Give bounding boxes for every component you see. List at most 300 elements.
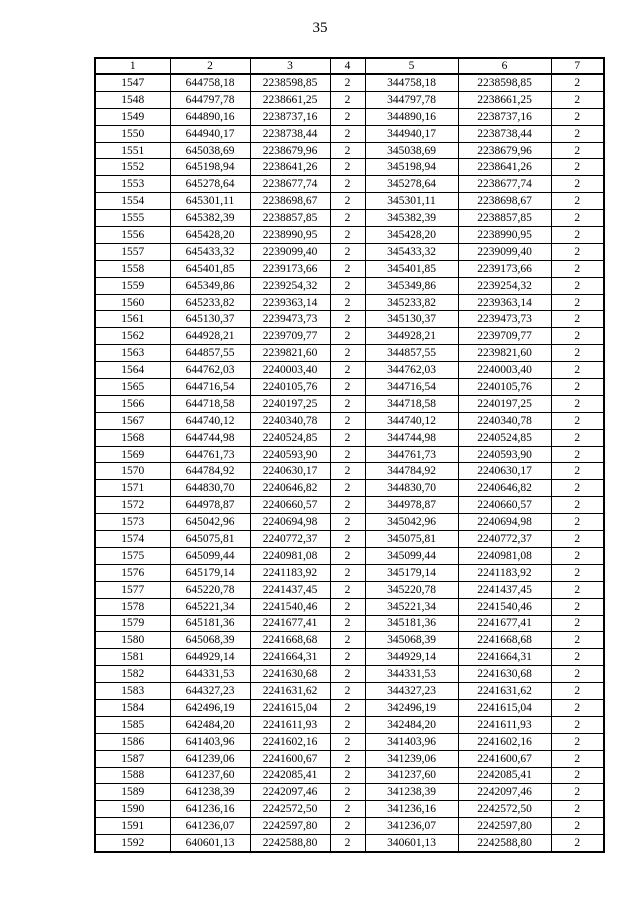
- table-cell: 645433,32: [170, 243, 250, 260]
- table-row: [95, 108, 604, 125]
- table-row: [95, 227, 604, 244]
- table-cell: 2241615,04: [458, 699, 551, 716]
- table-cell: 2: [330, 74, 365, 91]
- table-cell: 2240660,57: [458, 497, 551, 514]
- table-cell: 345042,96: [365, 514, 458, 531]
- table-cell: 2: [330, 733, 365, 750]
- table-row: [95, 767, 604, 784]
- table-row: [95, 716, 604, 733]
- table-cell: 2: [330, 311, 365, 328]
- table-cell: 2: [551, 159, 604, 176]
- table-cell: 2240105,76: [458, 379, 551, 396]
- table-cell: 2240981,08: [458, 547, 551, 564]
- table-cell: 645382,39: [170, 210, 250, 227]
- table-cell: 2239363,14: [458, 294, 551, 311]
- table-cell: 1554: [95, 193, 170, 210]
- table-cell: 645181,36: [170, 615, 250, 632]
- table-cell: 2238679,96: [458, 142, 551, 159]
- table-cell: 342496,19: [365, 699, 458, 716]
- table-row: [95, 497, 604, 514]
- table-cell: 344940,17: [365, 125, 458, 142]
- table-cell: 2238698,67: [458, 193, 551, 210]
- table-cell: 2: [551, 666, 604, 683]
- table-cell: 2238857,85: [458, 210, 551, 227]
- table-cell: 1582: [95, 666, 170, 683]
- table-cell: 2240646,82: [250, 480, 330, 497]
- table-cell: 2241600,67: [250, 750, 330, 767]
- table-cell: 2241664,31: [458, 649, 551, 666]
- table-cell: 2: [551, 429, 604, 446]
- table-cell: 644758,18: [170, 74, 250, 91]
- table-cell: 2238857,85: [250, 210, 330, 227]
- table-cell: 2240660,57: [250, 497, 330, 514]
- table-cell: 1573: [95, 514, 170, 531]
- table-cell: 344890,16: [365, 108, 458, 125]
- table-cell: 2: [551, 531, 604, 548]
- table-cell: 645130,37: [170, 311, 250, 328]
- table-cell: 644784,92: [170, 463, 250, 480]
- table-cell: 344929,14: [365, 649, 458, 666]
- table-cell: 1577: [95, 581, 170, 598]
- table-cell: 2238661,25: [458, 91, 551, 108]
- column-header: 3: [250, 58, 330, 74]
- table-row: [95, 260, 604, 277]
- table-cell: 345278,64: [365, 176, 458, 193]
- table-cell: 344718,58: [365, 395, 458, 412]
- table-cell: 2239173,66: [458, 260, 551, 277]
- table-cell: 1578: [95, 598, 170, 615]
- table-cell: 2241437,45: [250, 581, 330, 598]
- table-cell: 345382,39: [365, 210, 458, 227]
- table-cell: 2238738,44: [458, 125, 551, 142]
- table-cell: 1563: [95, 345, 170, 362]
- table-cell: 2: [551, 193, 604, 210]
- table-cell: 2: [330, 395, 365, 412]
- table-cell: 2238698,67: [250, 193, 330, 210]
- table-row: [95, 243, 604, 260]
- table-cell: 1588: [95, 767, 170, 784]
- table-cell: 2241664,31: [250, 649, 330, 666]
- table-cell: 2: [551, 91, 604, 108]
- table-cell: 2: [330, 446, 365, 463]
- table-cell: 2238737,16: [250, 108, 330, 125]
- table-cell: 2: [330, 514, 365, 531]
- table-cell: 344830,70: [365, 480, 458, 497]
- table-row: [95, 362, 604, 379]
- table-cell: 341239,06: [365, 750, 458, 767]
- coordinates-table: [94, 57, 605, 853]
- table-cell: 1590: [95, 801, 170, 818]
- table-cell: 2: [330, 176, 365, 193]
- table-cell: 2: [551, 598, 604, 615]
- table-row: [95, 311, 604, 328]
- table-cell: 2240593,90: [458, 446, 551, 463]
- table-row: [95, 531, 604, 548]
- table-cell: 2240340,78: [458, 412, 551, 429]
- table-row: [95, 328, 604, 345]
- table-cell: 1585: [95, 716, 170, 733]
- table-cell: 2: [551, 733, 604, 750]
- table-row: [95, 159, 604, 176]
- table-cell: 2241183,92: [458, 564, 551, 581]
- table-cell: 2240524,85: [250, 429, 330, 446]
- table-cell: 2239099,40: [250, 243, 330, 260]
- table-cell: 2: [551, 683, 604, 700]
- header-row: [95, 58, 604, 74]
- table-cell: 2239254,32: [458, 277, 551, 294]
- table-row: [95, 480, 604, 497]
- table-cell: 2: [551, 311, 604, 328]
- table-cell: 2: [551, 547, 604, 564]
- table-cell: 644830,70: [170, 480, 250, 497]
- table-cell: 344928,21: [365, 328, 458, 345]
- table-cell: 2: [330, 666, 365, 683]
- table-cell: 2238598,85: [458, 74, 551, 91]
- column-header: 2: [170, 58, 250, 74]
- table-row: [95, 412, 604, 429]
- table-cell: 1579: [95, 615, 170, 632]
- table-cell: 1568: [95, 429, 170, 446]
- table-cell: 1556: [95, 227, 170, 244]
- table-cell: 344978,87: [365, 497, 458, 514]
- table-cell: 1550: [95, 125, 170, 142]
- table-cell: 644744,98: [170, 429, 250, 446]
- table-row: [95, 615, 604, 632]
- table-cell: 1561: [95, 311, 170, 328]
- table-row: [95, 581, 604, 598]
- table-cell: 345068,39: [365, 632, 458, 649]
- table-cell: 2: [551, 260, 604, 277]
- table-cell: 2: [551, 345, 604, 362]
- table-cell: 2242085,41: [458, 767, 551, 784]
- table-cell: 2: [330, 801, 365, 818]
- table-row: [95, 699, 604, 716]
- table-cell: 2238990,95: [250, 227, 330, 244]
- table-cell: 2238641,26: [458, 159, 551, 176]
- table-cell: 1584: [95, 699, 170, 716]
- table-cell: 2239821,60: [250, 345, 330, 362]
- table-cell: 2240003,40: [458, 362, 551, 379]
- table-cell: 642484,20: [170, 716, 250, 733]
- table-cell: 2: [551, 784, 604, 801]
- table-cell: 345198,94: [365, 159, 458, 176]
- table-cell: 2: [551, 227, 604, 244]
- table-cell: 1555: [95, 210, 170, 227]
- table-cell: 2: [330, 649, 365, 666]
- table-cell: 345433,32: [365, 243, 458, 260]
- table-cell: 644929,14: [170, 649, 250, 666]
- table-cell: 2: [551, 142, 604, 159]
- table-cell: 2239821,60: [458, 345, 551, 362]
- table-cell: 345038,69: [365, 142, 458, 159]
- table-cell: 2: [330, 260, 365, 277]
- table-cell: 2241668,68: [250, 632, 330, 649]
- table-cell: 2238677,74: [250, 176, 330, 193]
- table-cell: 2240630,17: [458, 463, 551, 480]
- table-cell: 644762,03: [170, 362, 250, 379]
- column-header: 6: [458, 58, 551, 74]
- table-cell: 2: [330, 328, 365, 345]
- table-cell: 2239173,66: [250, 260, 330, 277]
- table-row: [95, 683, 604, 700]
- table-cell: 2241437,45: [458, 581, 551, 598]
- table-row: [95, 564, 604, 581]
- table-cell: 2: [551, 446, 604, 463]
- table-cell: 2: [551, 818, 604, 835]
- page-number: 35: [312, 20, 328, 36]
- table-cell: 2: [330, 277, 365, 294]
- table-cell: 645220,78: [170, 581, 250, 598]
- table-row: [95, 632, 604, 649]
- table-cell: 2240694,98: [458, 514, 551, 531]
- table-cell: 1558: [95, 260, 170, 277]
- table-cell: 345075,81: [365, 531, 458, 548]
- table-cell: 2: [551, 328, 604, 345]
- table-cell: 2241630,68: [458, 666, 551, 683]
- table-cell: 2: [551, 480, 604, 497]
- table-cell: 2240197,25: [458, 395, 551, 412]
- table-cell: 641239,06: [170, 750, 250, 767]
- table-cell: 2: [551, 615, 604, 632]
- table-cell: 2: [551, 277, 604, 294]
- table-row: [95, 91, 604, 108]
- table-cell: 341238,39: [365, 784, 458, 801]
- table-cell: 1587: [95, 750, 170, 767]
- table-cell: 2: [330, 480, 365, 497]
- column-header: 1: [95, 58, 170, 74]
- table-cell: 2239254,32: [250, 277, 330, 294]
- table-cell: 2240524,85: [458, 429, 551, 446]
- table-cell: 2238641,26: [250, 159, 330, 176]
- table-cell: 2239709,77: [458, 328, 551, 345]
- table-cell: 2240105,76: [250, 379, 330, 396]
- table-cell: 345301,11: [365, 193, 458, 210]
- table-cell: 1562: [95, 328, 170, 345]
- table-cell: 345179,14: [365, 564, 458, 581]
- table-cell: 1592: [95, 835, 170, 852]
- table-body: [95, 74, 604, 852]
- table-cell: 2241611,93: [458, 716, 551, 733]
- table-cell: 2: [330, 564, 365, 581]
- table-cell: 2: [551, 379, 604, 396]
- table-cell: 2242588,80: [458, 835, 551, 852]
- table-cell: 2240197,25: [250, 395, 330, 412]
- table-cell: 2239099,40: [458, 243, 551, 260]
- table-cell: 344762,03: [365, 362, 458, 379]
- table-cell: 1569: [95, 446, 170, 463]
- table-row: [95, 784, 604, 801]
- table-cell: 2: [551, 835, 604, 852]
- table-cell: 1564: [95, 362, 170, 379]
- table-cell: 344758,18: [365, 74, 458, 91]
- table-cell: 2: [330, 142, 365, 159]
- table-cell: 340601,13: [365, 835, 458, 852]
- table-cell: 2238679,96: [250, 142, 330, 159]
- table-cell: 2: [551, 74, 604, 91]
- table-cell: 2242572,50: [458, 801, 551, 818]
- table-cell: 644331,53: [170, 666, 250, 683]
- table-row: [95, 598, 604, 615]
- table-cell: 1574: [95, 531, 170, 548]
- column-header: 4: [330, 58, 365, 74]
- table-cell: 645278,64: [170, 176, 250, 193]
- table-cell: 641236,07: [170, 818, 250, 835]
- table-cell: 2: [551, 176, 604, 193]
- table-cell: 640601,13: [170, 835, 250, 852]
- column-header: 5: [365, 58, 458, 74]
- table-cell: 2: [330, 345, 365, 362]
- table-cell: 1589: [95, 784, 170, 801]
- table-cell: 2: [551, 395, 604, 412]
- table-cell: 644857,55: [170, 345, 250, 362]
- table-cell: 645075,81: [170, 531, 250, 548]
- table-row: [95, 176, 604, 193]
- table-row: [95, 294, 604, 311]
- table-cell: 2239473,73: [250, 311, 330, 328]
- table-cell: 2241540,46: [250, 598, 330, 615]
- table-cell: 644740,12: [170, 412, 250, 429]
- table-cell: 642496,19: [170, 699, 250, 716]
- table-cell: 344797,78: [365, 91, 458, 108]
- table-cell: 2: [330, 547, 365, 564]
- table-cell: 2241677,41: [250, 615, 330, 632]
- table-cell: 645233,82: [170, 294, 250, 311]
- table-cell: 2: [551, 801, 604, 818]
- table-cell: 2241602,16: [250, 733, 330, 750]
- table-cell: 2238598,85: [250, 74, 330, 91]
- table-cell: 2: [330, 362, 365, 379]
- table-cell: 2: [330, 767, 365, 784]
- table-cell: 645301,11: [170, 193, 250, 210]
- table-cell: 2238661,25: [250, 91, 330, 108]
- table-cell: 1570: [95, 463, 170, 480]
- table-cell: 345221,34: [365, 598, 458, 615]
- table-row: [95, 193, 604, 210]
- table-cell: 645221,34: [170, 598, 250, 615]
- table-cell: 641403,96: [170, 733, 250, 750]
- table-cell: 2242572,50: [250, 801, 330, 818]
- table-cell: 1553: [95, 176, 170, 193]
- table-cell: 2: [551, 514, 604, 531]
- table-row: [95, 514, 604, 531]
- table-cell: 2: [551, 564, 604, 581]
- table-cell: 2: [330, 818, 365, 835]
- table-cell: 2241677,41: [458, 615, 551, 632]
- table-cell: 2241611,93: [250, 716, 330, 733]
- table-cell: 1566: [95, 395, 170, 412]
- table-row: [95, 74, 604, 91]
- table-cell: 1583: [95, 683, 170, 700]
- table-cell: 2240593,90: [250, 446, 330, 463]
- table-row: [95, 446, 604, 463]
- table-cell: 644940,17: [170, 125, 250, 142]
- table-cell: 1551: [95, 142, 170, 159]
- table-cell: 2238738,44: [250, 125, 330, 142]
- table-cell: 345349,86: [365, 277, 458, 294]
- table-cell: 641236,16: [170, 801, 250, 818]
- table-cell: 2239473,73: [458, 311, 551, 328]
- table-cell: 1591: [95, 818, 170, 835]
- table-cell: 2: [330, 632, 365, 649]
- table-cell: 2: [330, 683, 365, 700]
- table-row: [95, 666, 604, 683]
- table-cell: 1559: [95, 277, 170, 294]
- table-cell: 644978,87: [170, 497, 250, 514]
- table-cell: 344331,53: [365, 666, 458, 683]
- table-cell: 2: [330, 159, 365, 176]
- table-cell: 2240003,40: [250, 362, 330, 379]
- table-cell: 2242588,80: [250, 835, 330, 852]
- table-cell: 2: [330, 581, 365, 598]
- table-row: [95, 835, 604, 852]
- table-cell: 2239363,14: [250, 294, 330, 311]
- table-cell: 644890,16: [170, 108, 250, 125]
- table-cell: 2: [330, 784, 365, 801]
- table-cell: 2241668,68: [458, 632, 551, 649]
- table-row: [95, 463, 604, 480]
- table-cell: 644716,54: [170, 379, 250, 396]
- table-cell: 344740,12: [365, 412, 458, 429]
- table-cell: 344857,55: [365, 345, 458, 362]
- table-cell: 2: [551, 750, 604, 767]
- table-cell: 345233,82: [365, 294, 458, 311]
- table-row: [95, 733, 604, 750]
- table-cell: 1549: [95, 108, 170, 125]
- table-row: [95, 125, 604, 142]
- table-cell: 345130,37: [365, 311, 458, 328]
- table-cell: 2: [330, 210, 365, 227]
- table-cell: 644761,73: [170, 446, 250, 463]
- table-cell: 2241631,62: [250, 683, 330, 700]
- table-row: [95, 142, 604, 159]
- table-cell: 2: [551, 716, 604, 733]
- table-cell: 2: [330, 193, 365, 210]
- table-row: [95, 547, 604, 564]
- table-cell: 2: [330, 243, 365, 260]
- table-cell: 641237,60: [170, 767, 250, 784]
- table-cell: 341236,16: [365, 801, 458, 818]
- table-cell: 2238737,16: [458, 108, 551, 125]
- table-cell: 2: [330, 497, 365, 514]
- table-cell: 345428,20: [365, 227, 458, 244]
- table-cell: 2: [551, 125, 604, 142]
- table-cell: 1557: [95, 243, 170, 260]
- table-cell: 2241602,16: [458, 733, 551, 750]
- table-cell: 2239709,77: [250, 328, 330, 345]
- table-cell: 342484,20: [365, 716, 458, 733]
- table-cell: 1567: [95, 412, 170, 429]
- table-cell: 2: [330, 463, 365, 480]
- table-cell: 2240981,08: [250, 547, 330, 564]
- table-cell: 2: [551, 362, 604, 379]
- table-row: [95, 210, 604, 227]
- table-row: [95, 395, 604, 412]
- table-cell: 344761,73: [365, 446, 458, 463]
- table-cell: 2240772,37: [250, 531, 330, 548]
- table-cell: 2: [330, 379, 365, 396]
- table-cell: 2: [330, 615, 365, 632]
- table-cell: 645099,44: [170, 547, 250, 564]
- column-header: 7: [551, 58, 604, 74]
- table-cell: 1586: [95, 733, 170, 750]
- table-cell: 2: [330, 716, 365, 733]
- table-cell: 2241631,62: [458, 683, 551, 700]
- table-cell: 2: [330, 531, 365, 548]
- table-cell: 2240772,37: [458, 531, 551, 548]
- table-row: [95, 379, 604, 396]
- table-cell: 2: [330, 750, 365, 767]
- table-cell: 2: [330, 699, 365, 716]
